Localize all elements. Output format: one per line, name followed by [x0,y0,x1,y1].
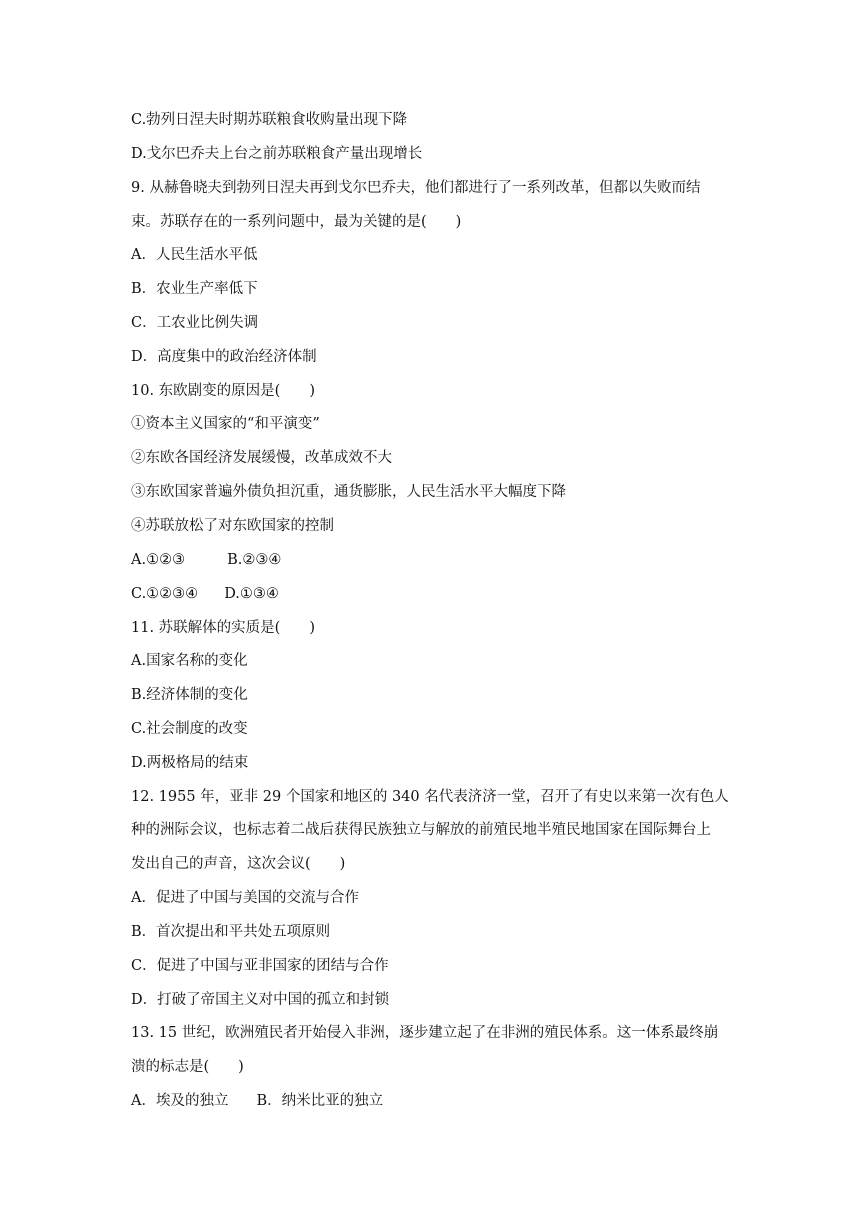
q13-option-a: A．埃及的独立 [131,1093,229,1109]
q12-stem-line-2: 种的洲际会议，也标志着二战后获得民族独立与解放的前殖民地半殖民地国家在国际舞台上 [131,822,711,838]
q11-option-b: B.经济体制的变化 [131,687,248,703]
q10-item-4: ④苏联放松了对东欧国家的控制 [131,518,334,534]
q10-option-b: B.②③④ [227,552,282,568]
q10-item-1: ①资本主义国家的“和平演变” [131,416,320,432]
q12-stem-line-3: 发出自己的声音，这次会议( ) [131,856,346,872]
q9-option-b: B．农业生产率低下 [131,281,258,297]
q10-stem: 10. 东欧剧变的原因是( ) [131,383,315,399]
q10-options-cd [131,584,279,604]
q11-option-d: D.两极格局的结束 [131,755,249,771]
q11-option-a: A.国家名称的变化 [131,653,248,669]
q13-options-ab [131,1091,383,1111]
q10-options-ab [131,550,281,570]
q8-option-c: C.勃列日涅夫时期苏联粮食收购量出现下降 [131,112,408,128]
q13-stem-line-2: 溃的标志是( ) [131,1059,244,1075]
q11-stem: 11. 苏联解体的实质是( ) [131,620,315,636]
q9-option-c: C．工农业比例失调 [131,315,259,331]
q13-option-b: B．纳米比亚的独立 [256,1093,384,1109]
q12-option-c: C．促进了中国与亚非国家的团结与合作 [131,958,389,974]
q10-item-3: ③东欧国家普遍外债负担沉重，通货膨胀，人民生活水平大幅度下降 [131,484,566,500]
q10-option-a: A.①②③ [131,552,186,568]
q11-option-c: C.社会制度的改变 [131,721,248,737]
q10-option-d: D.①③④ [224,586,279,602]
q13-stem-line-1: 13. 15 世纪，欧洲殖民者开始侵入非洲，逐步建立起了在非洲的殖民体系。这一体系最终崩 [131,1025,719,1041]
q12-option-b: B．首次提出和平共处五项原则 [131,924,331,940]
q9-option-d: D．高度集中的政治经济体制 [131,349,317,365]
q9-option-a: A．人民生活水平低 [131,247,258,263]
q8-option-d: D.戈尔巴乔夫上台之前苏联粮食产量出现增长 [131,146,423,162]
q12-stem-line-1: 12. 1955 年，亚非 29 个国家和地区的 340 名代表济济一堂，召开了有史以来第一次有色人 [131,789,729,805]
q9-stem-line-2: 束。苏联存在的一系列问题中，最为关键的是( ) [131,214,462,230]
q12-option-a: A．促进了中国与美国的交流与合作 [131,890,359,906]
q9-stem-line-1: 9. 从赫鲁晓夫到勃列日涅夫再到戈尔巴乔夫，他们都进行了一系列改革，但都以失败而结 [131,180,701,196]
q10-item-2: ②东欧各国经济发展缓慢，改革成效不大 [131,450,392,466]
q12-option-d: D．打破了帝国主义对中国的孤立和封锁 [131,992,390,1008]
q10-option-c: C.①②③④ [131,586,199,602]
